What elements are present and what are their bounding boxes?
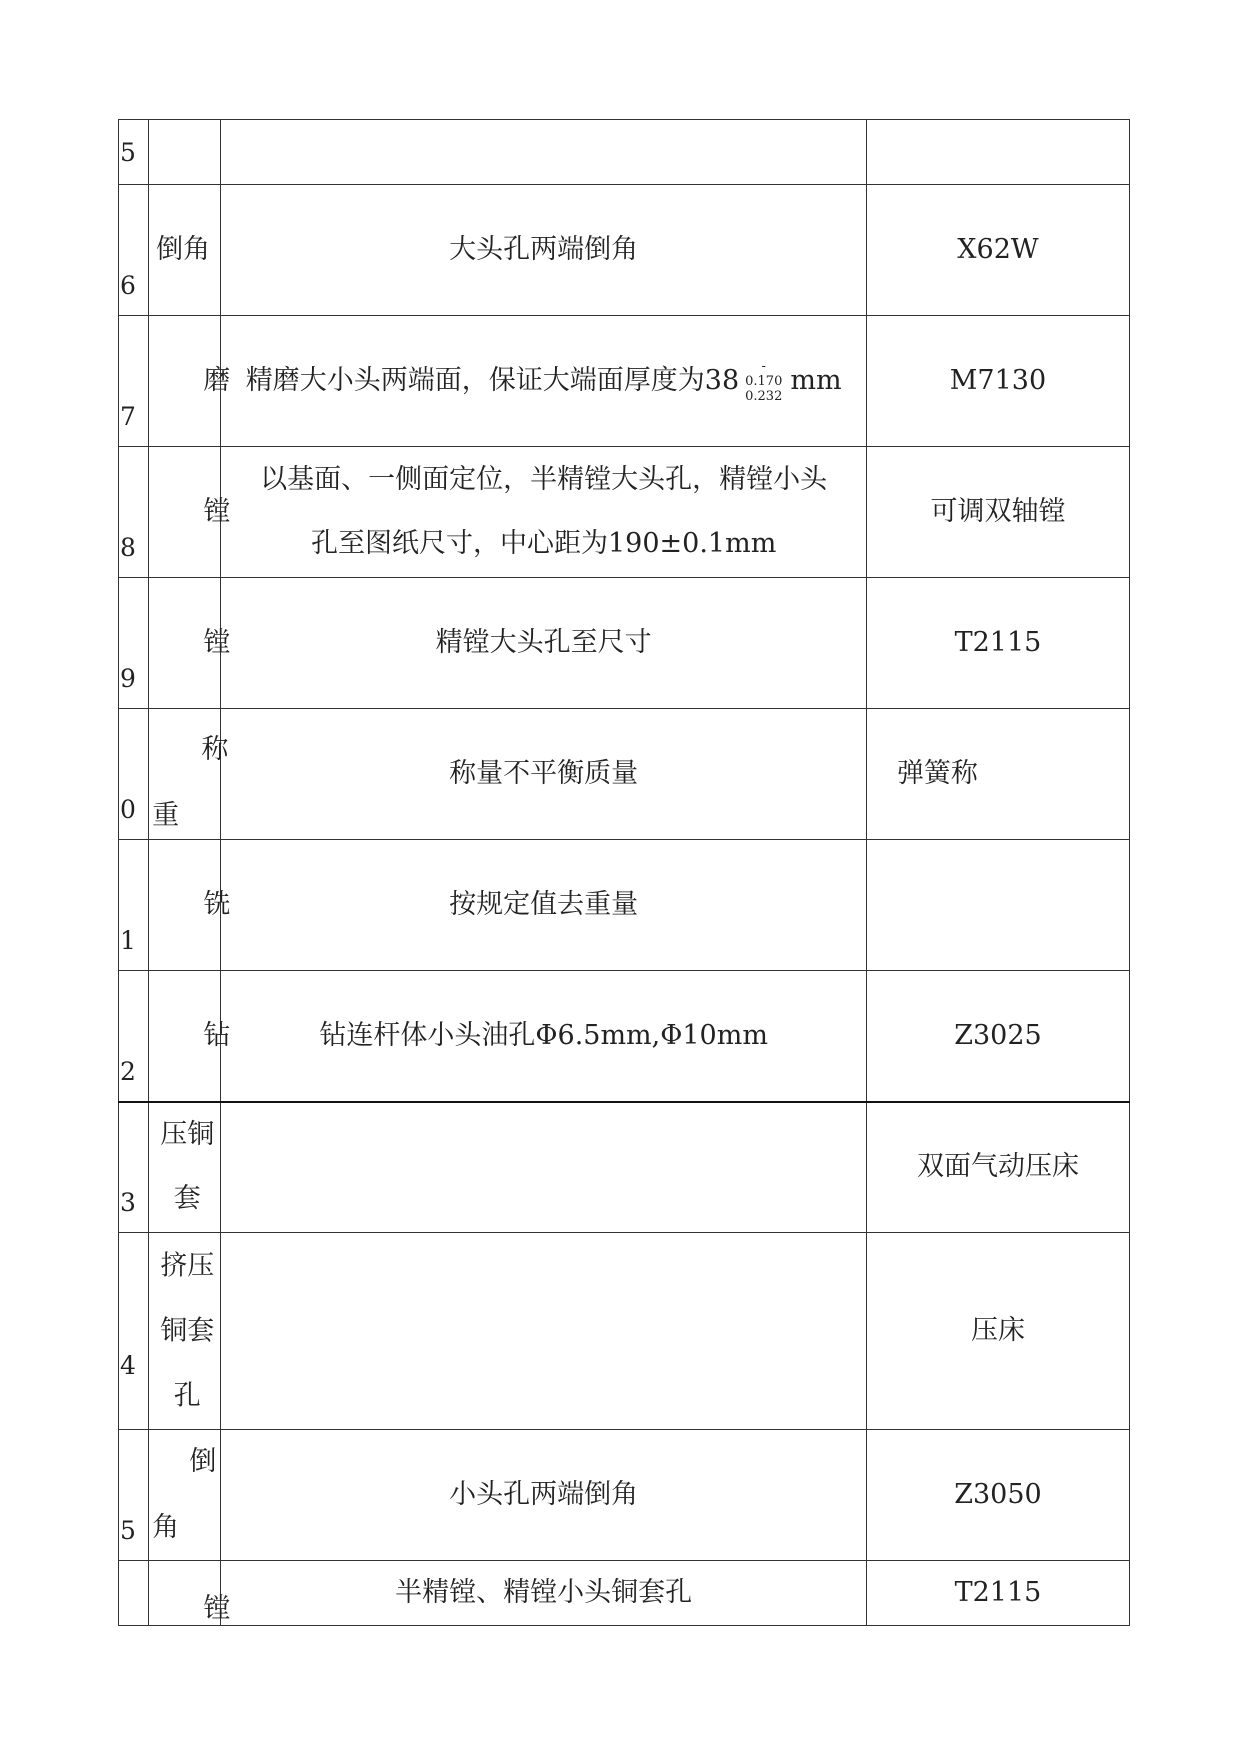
equipment: Z3025 [866, 971, 1129, 1102]
operation-desc [221, 1233, 867, 1430]
operation-name: 镗 [203, 627, 231, 658]
equipment: T2115 [866, 578, 1129, 709]
step-number: 3 [120, 1188, 136, 1217]
equipment: M7130 [866, 316, 1129, 447]
operation-name-line2: 重 [152, 800, 180, 831]
operation-desc: 称量不平衡质量 [221, 709, 867, 840]
operation-name-line1: 压铜 [160, 1119, 215, 1151]
tolerance [745, 359, 782, 404]
table-row [119, 120, 1130, 185]
operation-desc: 按规定值去重量 [221, 840, 867, 971]
table-row [119, 447, 1130, 578]
operation-desc-line1: 以基面、一侧面定位，半精镗大头孔，精镗小头 [260, 464, 828, 495]
step-number-cell [119, 709, 149, 840]
operation-name-cell [149, 1430, 221, 1561]
operation-desc-line2: 孔至图纸尺寸，中心距为190±0.1mm [311, 528, 777, 559]
operation-name-line1: 倒 [189, 1446, 217, 1477]
table-row [119, 316, 1130, 447]
operation-desc: 大头孔两端倒角 [221, 185, 867, 316]
equipment: T2115 [866, 1561, 1129, 1626]
step-number-cell [119, 316, 149, 447]
equipment: 压床 [866, 1233, 1129, 1430]
operation-name-cell [149, 971, 231, 1102]
operation-name: 镗 [203, 1593, 231, 1624]
step-number: 6 [120, 271, 136, 300]
operation-desc: 钻连杆体小头油孔Φ6.5mm,Φ10mm [221, 971, 867, 1102]
operation-desc [221, 447, 867, 578]
step-number: 5 [120, 138, 136, 167]
step-number-cell [119, 1561, 149, 1626]
operation-name: 倒角 [156, 234, 211, 265]
step-number: 9 [120, 664, 136, 693]
table-row [119, 971, 1130, 1102]
operation-name: 铣 [203, 889, 231, 920]
step-number-cell [119, 1102, 149, 1233]
step-number: 1 [120, 926, 136, 955]
operation-desc [221, 120, 867, 185]
operation-name-cell [149, 120, 221, 185]
step-number: 5 [120, 1516, 136, 1545]
operation-desc: 精镗大头孔至尺寸 [221, 578, 867, 709]
operation-name-line3: 孔 [173, 1380, 201, 1412]
table-row [119, 578, 1130, 709]
step-number: 8 [120, 533, 136, 562]
equipment: 双面气动压床 [866, 1102, 1129, 1233]
table-row [119, 709, 1130, 840]
table-row [119, 1430, 1130, 1561]
tolerance-upper: 0.170 [745, 373, 783, 389]
operation-desc [221, 316, 867, 447]
operation-name: 钻 [203, 1020, 231, 1051]
operation-name-cell [149, 1561, 231, 1626]
operation-name [156, 1103, 218, 1231]
operation-name [152, 717, 229, 849]
operation-name-cell [149, 709, 229, 840]
table-row [119, 1102, 1130, 1233]
tolerance-mark: - [761, 358, 766, 374]
operation-name: 镗 [203, 496, 231, 527]
step-number-cell [119, 971, 149, 1102]
operation-desc-main: 精磨大小头两端面，保证大端面厚度为38 [245, 364, 740, 396]
process-table [118, 119, 1130, 1626]
operation-desc: 小头孔两端倒角 [221, 1430, 867, 1561]
equipment: X62W [866, 185, 1129, 316]
equipment [866, 120, 1129, 185]
step-number: 2 [120, 1056, 136, 1086]
operation-name-cell [149, 1102, 221, 1233]
step-number-cell [119, 447, 149, 578]
table-row [119, 185, 1130, 316]
operation-name-cell [149, 185, 221, 316]
step-number: 7 [120, 402, 136, 431]
operation-name-line1: 称 [201, 734, 229, 765]
operation-name-line2: 套 [173, 1183, 201, 1215]
operation-name-line2: 角 [152, 1512, 180, 1543]
equipment: 弹簧称 [866, 709, 1129, 840]
operation-name-line2: 铜套 [160, 1315, 215, 1347]
operation-desc: 半精镗、精镗小头铜套孔 [221, 1561, 867, 1626]
step-number: 4 [120, 1351, 136, 1380]
operation-name [152, 1429, 218, 1561]
equipment: 可调双轴镗 [866, 447, 1129, 578]
step-number-cell [119, 578, 149, 709]
table-row [119, 840, 1130, 971]
operation-name-cell [149, 316, 231, 447]
unit: mm [790, 364, 842, 396]
step-number-cell [119, 1233, 149, 1430]
operation-name-cell [149, 1233, 221, 1430]
step-number-cell [119, 120, 149, 185]
equipment [866, 840, 1129, 971]
operation-name-line1: 挤压 [160, 1250, 215, 1282]
operation-name-cell [149, 578, 231, 709]
table-row [119, 1561, 1130, 1626]
operation-name [156, 1234, 218, 1429]
table-row [119, 1233, 1130, 1430]
step-number-cell [119, 840, 149, 971]
tolerance-lower: 0.232 [745, 388, 783, 404]
operation-name-cell [149, 840, 231, 971]
step-number-cell [119, 185, 149, 316]
operation-name-cell [149, 447, 231, 578]
step-number: 0 [120, 795, 136, 824]
operation-name: 磨 [203, 365, 231, 396]
operation-desc [221, 1102, 867, 1233]
equipment: Z3050 [866, 1430, 1129, 1561]
step-number-cell [119, 1430, 149, 1561]
